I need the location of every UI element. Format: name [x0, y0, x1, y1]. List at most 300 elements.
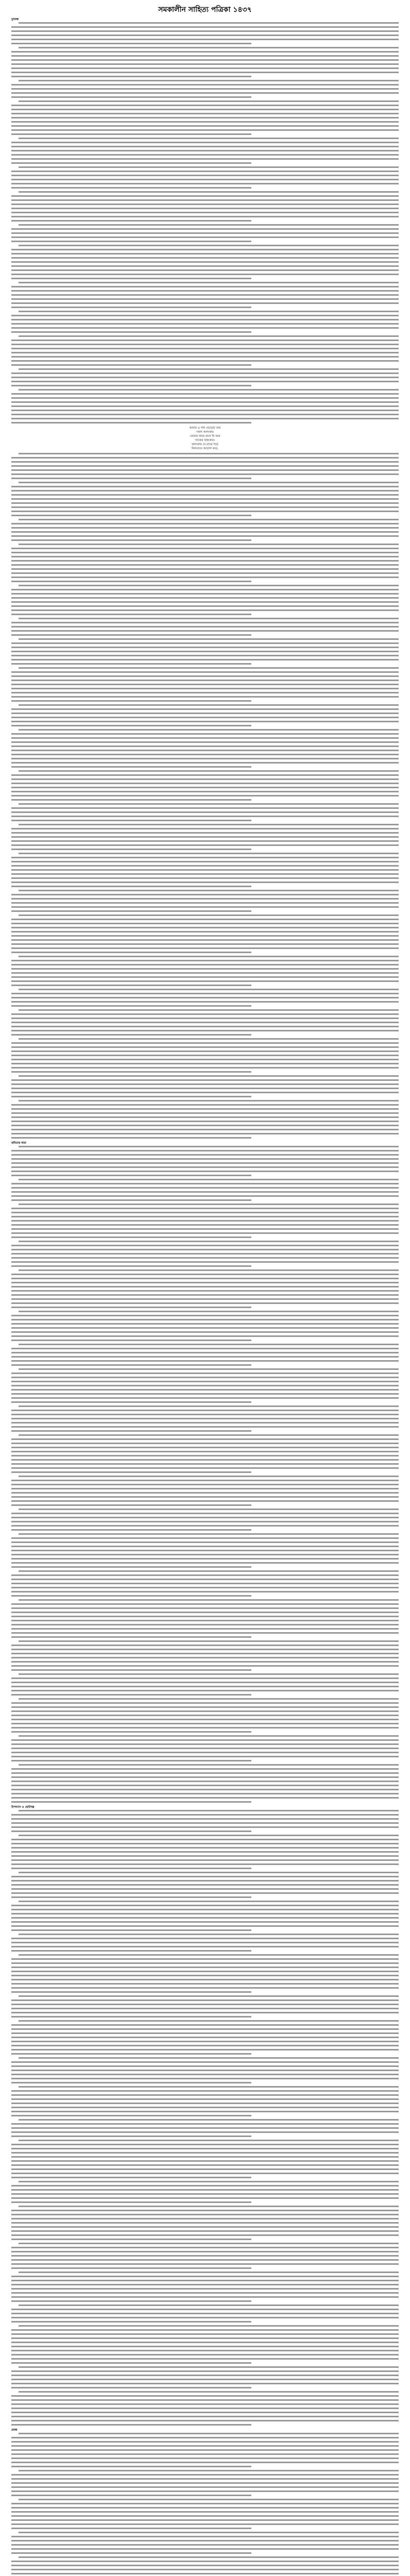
text-line	[19, 585, 399, 586]
text-line	[11, 1171, 399, 1172]
text-line	[11, 35, 399, 36]
text-line	[11, 882, 399, 883]
paragraph	[11, 1954, 399, 1993]
text-line	[11, 568, 399, 570]
text-line	[11, 2284, 399, 2285]
text-line	[19, 138, 399, 139]
paragraph	[11, 803, 399, 821]
text-line	[11, 2511, 399, 2513]
text-line	[19, 2272, 399, 2273]
text-line	[11, 2065, 399, 2067]
paragraph	[11, 22, 399, 44]
text-line	[11, 1706, 399, 1708]
paragraph	[11, 368, 399, 386]
text-line	[11, 1562, 399, 1564]
text-line	[11, 1451, 399, 1452]
text-line	[19, 2304, 399, 2306]
text-line	[11, 1731, 251, 1733]
text-line	[11, 51, 399, 53]
paragraph	[11, 1368, 399, 1403]
text-line	[19, 1009, 399, 1011]
paragraph	[11, 311, 399, 333]
text-line	[11, 241, 251, 242]
text-line	[11, 2358, 399, 2360]
text-line	[11, 2449, 399, 2451]
text-line	[11, 2251, 399, 2252]
text-line	[19, 2181, 399, 2182]
text-line	[11, 2503, 399, 2504]
paragraph	[11, 453, 399, 479]
text-line	[11, 2131, 399, 2133]
text-line	[11, 269, 399, 271]
text-line	[11, 2474, 399, 2476]
text-line	[11, 1220, 399, 1222]
text-line	[11, 414, 399, 415]
text-line	[11, 1278, 399, 1279]
text-line	[11, 1294, 399, 1296]
text-line	[11, 2144, 399, 2145]
text-line	[11, 993, 399, 994]
text-line	[11, 315, 399, 316]
text-line	[11, 2193, 399, 2195]
text-line	[19, 770, 399, 772]
text-line	[11, 26, 399, 28]
section-heading: কবিতার ধারা	[11, 1142, 26, 1145]
text-line	[11, 2103, 399, 2104]
text-line	[11, 2536, 399, 2537]
text-line	[11, 2462, 399, 2463]
text-line	[11, 469, 399, 471]
text-line	[11, 360, 399, 362]
text-line	[11, 294, 399, 296]
paragraph	[11, 956, 399, 986]
text-line	[11, 1079, 399, 1081]
text-line	[11, 2507, 399, 2509]
text-line	[11, 1224, 399, 1226]
text-line	[11, 778, 399, 780]
paragraph	[11, 191, 399, 222]
text-line	[11, 1636, 251, 1638]
text-line	[11, 836, 399, 838]
text-line	[11, 1950, 251, 1952]
text-line	[11, 1455, 399, 1456]
text-line	[11, 1422, 399, 1423]
text-line	[11, 1356, 399, 1358]
text-line	[11, 1410, 399, 1411]
paragraph	[11, 2086, 399, 2116]
text-line	[11, 2111, 399, 2112]
text-line	[11, 465, 399, 467]
text-line	[19, 1764, 399, 1766]
text-line	[11, 1983, 399, 1985]
paragraph	[11, 853, 399, 887]
text-line	[11, 1381, 399, 1382]
text-line	[11, 774, 399, 776]
text-line	[11, 523, 399, 524]
text-line	[19, 2206, 399, 2207]
text-line	[11, 76, 251, 77]
text-line	[19, 282, 399, 283]
text-line	[11, 199, 399, 201]
text-line	[11, 175, 399, 176]
text-line	[11, 2201, 251, 2203]
text-line	[11, 820, 251, 821]
text-line	[19, 1269, 399, 1271]
text-line	[11, 2008, 399, 2009]
text-line	[11, 1818, 399, 1820]
text-line	[19, 1901, 399, 1902]
text-line	[11, 2168, 399, 2170]
text-line	[11, 2486, 399, 2488]
text-line	[11, 290, 399, 292]
text-line	[11, 1529, 251, 1531]
text-line	[11, 2214, 399, 2215]
paragraph	[11, 2119, 399, 2137]
text-line	[19, 1405, 399, 1407]
text-line	[11, 581, 251, 582]
text-line	[11, 1620, 399, 1621]
paragraph	[11, 2532, 399, 2554]
text-line	[11, 2032, 399, 2034]
text-line	[19, 803, 399, 805]
text-line	[11, 560, 399, 562]
text-line	[11, 935, 399, 937]
text-line	[11, 1096, 251, 1097]
text-line	[11, 745, 399, 747]
text-line	[19, 482, 399, 483]
paragraph	[11, 1009, 399, 1036]
text-line	[11, 886, 251, 887]
text-line	[11, 121, 399, 123]
intro-heading: মুখবন্ধ	[11, 18, 19, 21]
text-line	[11, 1971, 399, 1972]
verse-line: সকল অলংকার	[196, 431, 214, 434]
text-line	[11, 162, 251, 164]
verse-line: আমার এ গান ছেড়েছে তার	[189, 427, 221, 430]
text-line	[11, 1595, 251, 1597]
text-line	[11, 2098, 399, 2100]
text-line	[11, 1913, 399, 1914]
text-line	[19, 1735, 399, 1737]
paragraph	[11, 166, 399, 189]
text-line	[11, 1133, 399, 1134]
paragraph	[11, 1673, 399, 1696]
text-line	[11, 1880, 399, 1882]
paragraph	[11, 989, 399, 1007]
text-line	[11, 2416, 399, 2417]
text-line	[11, 506, 399, 508]
paragraph	[11, 1311, 399, 1341]
text-line	[11, 1034, 251, 1036]
paragraph	[11, 1735, 399, 1761]
text-line	[19, 1835, 399, 1836]
text-line	[11, 2074, 399, 2075]
text-line	[11, 88, 399, 90]
text-line	[19, 100, 399, 102]
text-line	[19, 1570, 399, 1572]
paragraph	[11, 890, 399, 912]
text-line	[11, 630, 399, 632]
text-line	[11, 2160, 399, 2162]
paragraph	[11, 618, 399, 636]
text-line	[19, 1075, 399, 1077]
text-line	[11, 1558, 399, 1560]
text-line	[11, 1603, 399, 1605]
body-text	[11, 2433, 399, 2576]
text-line	[11, 2337, 399, 2339]
text-line	[11, 1831, 251, 1832]
text-line	[11, 253, 399, 255]
body-text	[11, 1146, 399, 1803]
paragraph	[11, 638, 399, 665]
text-line	[11, 515, 251, 516]
text-line	[11, 422, 251, 423]
text-line	[19, 2366, 399, 2368]
text-line	[11, 898, 399, 900]
text-line	[11, 2037, 399, 2038]
text-line	[11, 1743, 399, 1745]
text-line	[11, 410, 399, 411]
text-line	[11, 1121, 399, 1122]
text-line	[11, 2346, 399, 2347]
text-line	[11, 811, 399, 813]
text-line	[11, 1942, 399, 1943]
paragraph	[11, 1146, 399, 1176]
text-line	[11, 232, 399, 234]
text-line	[11, 1335, 399, 1337]
text-line	[11, 1265, 251, 1267]
text-line	[11, 84, 399, 86]
paragraph	[11, 824, 399, 850]
text-line	[11, 1067, 399, 1069]
paragraph	[11, 770, 399, 801]
text-line	[11, 473, 399, 475]
text-line	[11, 2362, 251, 2364]
text-line	[11, 1888, 399, 1890]
paragraph	[11, 80, 399, 98]
text-line	[11, 216, 399, 217]
paragraph	[11, 389, 399, 423]
text-line	[11, 840, 399, 842]
text-line	[11, 356, 399, 358]
text-line	[11, 1719, 399, 1720]
text-line	[11, 261, 399, 263]
text-line	[11, 212, 399, 213]
text-line	[11, 1991, 251, 1993]
text-line	[11, 2267, 251, 2269]
text-line	[11, 766, 251, 768]
text-line	[11, 675, 399, 677]
text-line	[11, 2045, 399, 2046]
text-line	[11, 1513, 399, 1514]
text-line	[19, 335, 399, 337]
text-line	[19, 2556, 399, 2558]
text-line	[11, 527, 399, 529]
text-line	[11, 923, 399, 924]
text-line	[11, 2548, 399, 2550]
text-line	[11, 1199, 251, 1201]
text-line	[11, 1892, 399, 1894]
text-line	[11, 902, 399, 904]
text-line	[11, 1554, 399, 1555]
text-line	[11, 680, 399, 681]
text-line	[11, 642, 399, 644]
text-line	[11, 1781, 399, 1782]
text-line	[11, 1137, 251, 1139]
text-line	[19, 1640, 399, 1642]
text-line	[11, 556, 399, 557]
text-line	[11, 2561, 399, 2562]
text-line	[11, 2012, 399, 2013]
text-line	[19, 1934, 399, 1935]
text-line	[11, 663, 251, 665]
paragraph	[11, 2206, 399, 2240]
text-line	[11, 195, 399, 197]
paragraph	[11, 2470, 399, 2496]
text-line	[11, 1397, 399, 1399]
paragraph	[11, 1269, 399, 1308]
text-line	[11, 857, 399, 858]
text-line	[11, 1909, 399, 1910]
text-line	[11, 2478, 399, 2480]
paragraph	[11, 729, 399, 768]
text-line	[11, 1108, 399, 1110]
text-line	[11, 713, 399, 714]
text-line	[11, 1274, 399, 1275]
text-line	[19, 1434, 399, 1436]
text-line	[11, 1492, 399, 1494]
text-line	[11, 494, 399, 496]
text-line	[11, 2495, 251, 2496]
text-line	[11, 1653, 399, 1654]
text-line	[11, 1059, 399, 1060]
text-line	[11, 684, 399, 685]
text-line	[11, 2552, 251, 2554]
text-line	[11, 1884, 399, 1886]
text-line	[19, 80, 399, 81]
text-line	[11, 249, 399, 250]
text-line	[11, 1022, 399, 1023]
text-line	[19, 1179, 399, 1180]
text-line	[11, 717, 399, 718]
text-line	[11, 1925, 399, 1927]
text-line	[11, 319, 399, 320]
text-line	[11, 2383, 399, 2384]
paragraph	[11, 1509, 399, 1531]
text-line	[11, 1628, 399, 1630]
text-line	[11, 2115, 251, 2116]
text-line	[11, 2127, 399, 2129]
text-line	[11, 741, 399, 743]
text-line	[11, 552, 399, 553]
text-line	[11, 807, 399, 809]
text-line	[11, 171, 399, 172]
text-line	[11, 1467, 399, 1469]
text-line	[11, 1768, 399, 1770]
text-line	[11, 2070, 399, 2071]
text-line	[11, 2412, 399, 2413]
text-line	[11, 1979, 399, 1980]
text-line	[19, 2057, 399, 2059]
text-line	[11, 2164, 399, 2166]
text-line	[19, 1954, 399, 1956]
text-line	[11, 187, 251, 189]
text-line	[11, 2482, 399, 2484]
text-line	[11, 1929, 251, 1931]
text-line	[11, 2247, 399, 2248]
paragraph	[11, 1476, 399, 1506]
text-line	[11, 1191, 399, 1193]
text-line	[11, 158, 399, 160]
text-line	[11, 832, 399, 834]
paragraph	[11, 667, 399, 702]
text-line	[11, 2540, 399, 2541]
text-line	[11, 1690, 399, 1691]
text-line	[11, 1104, 399, 1106]
text-line	[11, 133, 251, 135]
text-line	[11, 737, 399, 739]
paragraph	[11, 914, 399, 953]
text-line	[11, 1669, 251, 1671]
text-line	[11, 1863, 399, 1865]
text-line	[11, 2078, 399, 2079]
text-line	[11, 2329, 399, 2331]
text-line	[11, 236, 399, 238]
verse-line: সাজের অহংকার।	[195, 439, 215, 442]
paragraph	[11, 2556, 399, 2576]
text-line	[11, 344, 399, 345]
text-line	[19, 2086, 399, 2088]
text-line	[11, 758, 399, 759]
text-line	[11, 2387, 251, 2388]
text-line	[11, 2420, 399, 2421]
text-line	[19, 1995, 399, 1997]
text-line	[11, 323, 399, 325]
text-line	[11, 1488, 399, 1489]
text-line	[11, 1175, 251, 1176]
text-line	[19, 667, 399, 669]
text-line	[11, 919, 399, 920]
text-line	[19, 989, 399, 990]
text-line	[19, 1533, 399, 1535]
text-line	[11, 754, 399, 755]
text-line	[11, 1208, 399, 1209]
text-line	[11, 1286, 399, 1287]
text-line	[11, 1327, 399, 1329]
text-line	[11, 2263, 399, 2265]
text-line	[11, 2082, 251, 2083]
text-line	[11, 1480, 399, 1481]
text-line	[11, 2280, 399, 2281]
text-line	[11, 265, 399, 267]
text-line	[11, 700, 251, 702]
text-line	[19, 853, 399, 854]
text-line	[11, 1756, 399, 1757]
text-line	[11, 2370, 399, 2372]
text-line	[11, 1154, 399, 1156]
text-line	[11, 117, 399, 118]
text-line	[11, 154, 399, 156]
paragraph	[11, 282, 399, 308]
text-line	[11, 1583, 399, 1584]
text-line	[11, 109, 399, 110]
text-line	[11, 1826, 399, 1828]
text-line	[11, 1665, 399, 1667]
paragraph	[11, 2325, 399, 2364]
text-line	[11, 593, 399, 595]
text-line	[11, 1760, 251, 1761]
text-line	[11, 1125, 399, 1126]
